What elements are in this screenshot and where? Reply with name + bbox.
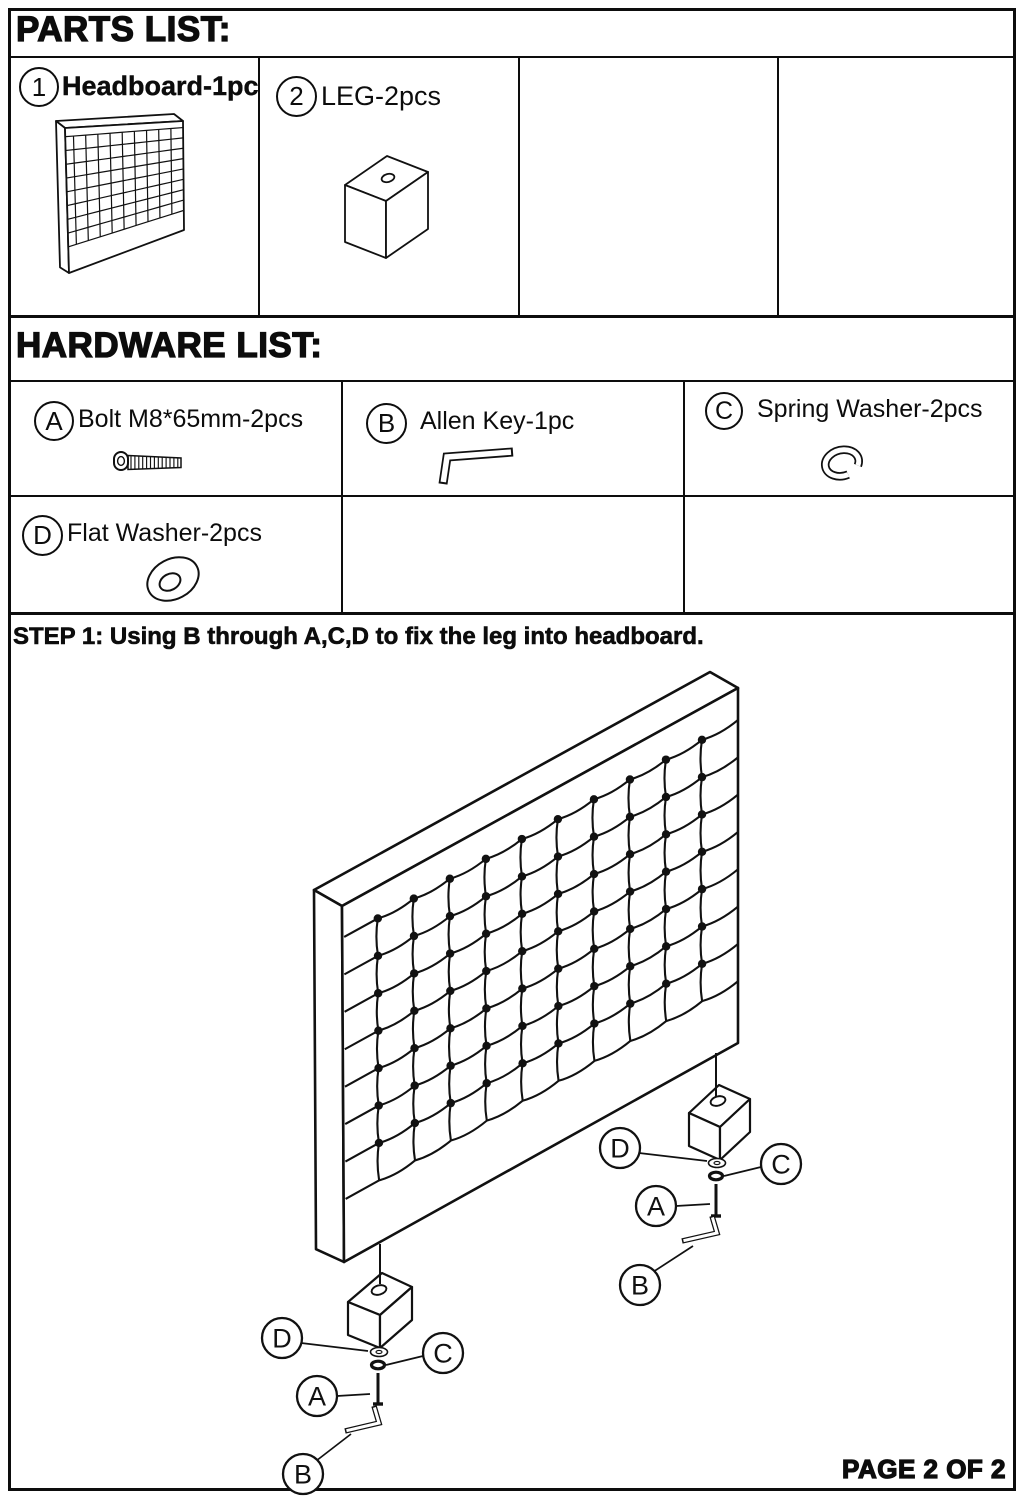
callout-label: D bbox=[610, 1133, 630, 1164]
parts-list-title: PARTS LIST: bbox=[16, 10, 231, 49]
left-leg-assembly bbox=[262, 1244, 463, 1494]
callout-label: D bbox=[272, 1323, 292, 1354]
hardware-b-badge bbox=[366, 403, 407, 444]
callout-label: B bbox=[293, 1459, 313, 1490]
hardware-a-id: A bbox=[45, 405, 63, 436]
callout-label: B bbox=[630, 1270, 650, 1301]
part-1-number: 1 bbox=[31, 71, 47, 102]
part-2-badge bbox=[276, 76, 317, 117]
callout-label: C bbox=[771, 1149, 791, 1180]
part-2-number: 2 bbox=[289, 81, 304, 111]
hardware-d-id: D bbox=[33, 520, 52, 550]
callout-label: C bbox=[433, 1338, 453, 1369]
leg-part-drawing bbox=[345, 156, 428, 258]
flat-washer-hardware-drawing bbox=[140, 549, 206, 610]
hardware-a-badge bbox=[34, 401, 74, 441]
part-1-badge bbox=[19, 67, 59, 107]
part-2-label: LEG-2pcs bbox=[321, 81, 442, 111]
bolt-hardware-drawing bbox=[114, 452, 181, 470]
page-number: PAGE 2 OF 2 bbox=[842, 1454, 1006, 1484]
flat-washer-drawing bbox=[371, 1348, 388, 1357]
spring-washer-hardware-drawing bbox=[825, 450, 859, 477]
part-1-label: Headboard-1pc bbox=[62, 71, 259, 101]
hardware-d-badge bbox=[22, 515, 63, 556]
hardware-c-badge bbox=[705, 392, 743, 430]
spring-washer-drawing bbox=[710, 1172, 723, 1180]
hardware-a-label: Bolt M8*65mm-2pcs bbox=[78, 405, 304, 433]
allen-key-hardware-drawing bbox=[443, 452, 513, 484]
hardware-list-title: HARDWARE LIST: bbox=[16, 326, 323, 365]
hardware-c-label: Spring Washer-2pcs bbox=[757, 395, 983, 423]
hardware-c-id: C bbox=[714, 396, 734, 425]
callout-label: A bbox=[307, 1381, 327, 1412]
headboard-part-drawing bbox=[56, 114, 184, 273]
step-headboard-drawing bbox=[314, 672, 738, 1262]
callout-label: A bbox=[646, 1191, 666, 1222]
step-1-text: STEP 1: Using B through A,C,D to fix the leg into headboard. bbox=[13, 623, 704, 650]
hardware-d-label: Flat Washer-2pcs bbox=[67, 519, 262, 547]
spring-washer-drawing bbox=[372, 1361, 385, 1369]
flat-washer-drawing bbox=[709, 1159, 726, 1168]
hardware-b-id: B bbox=[377, 408, 396, 438]
hardware-b-label: Allen Key-1pc bbox=[420, 407, 575, 435]
